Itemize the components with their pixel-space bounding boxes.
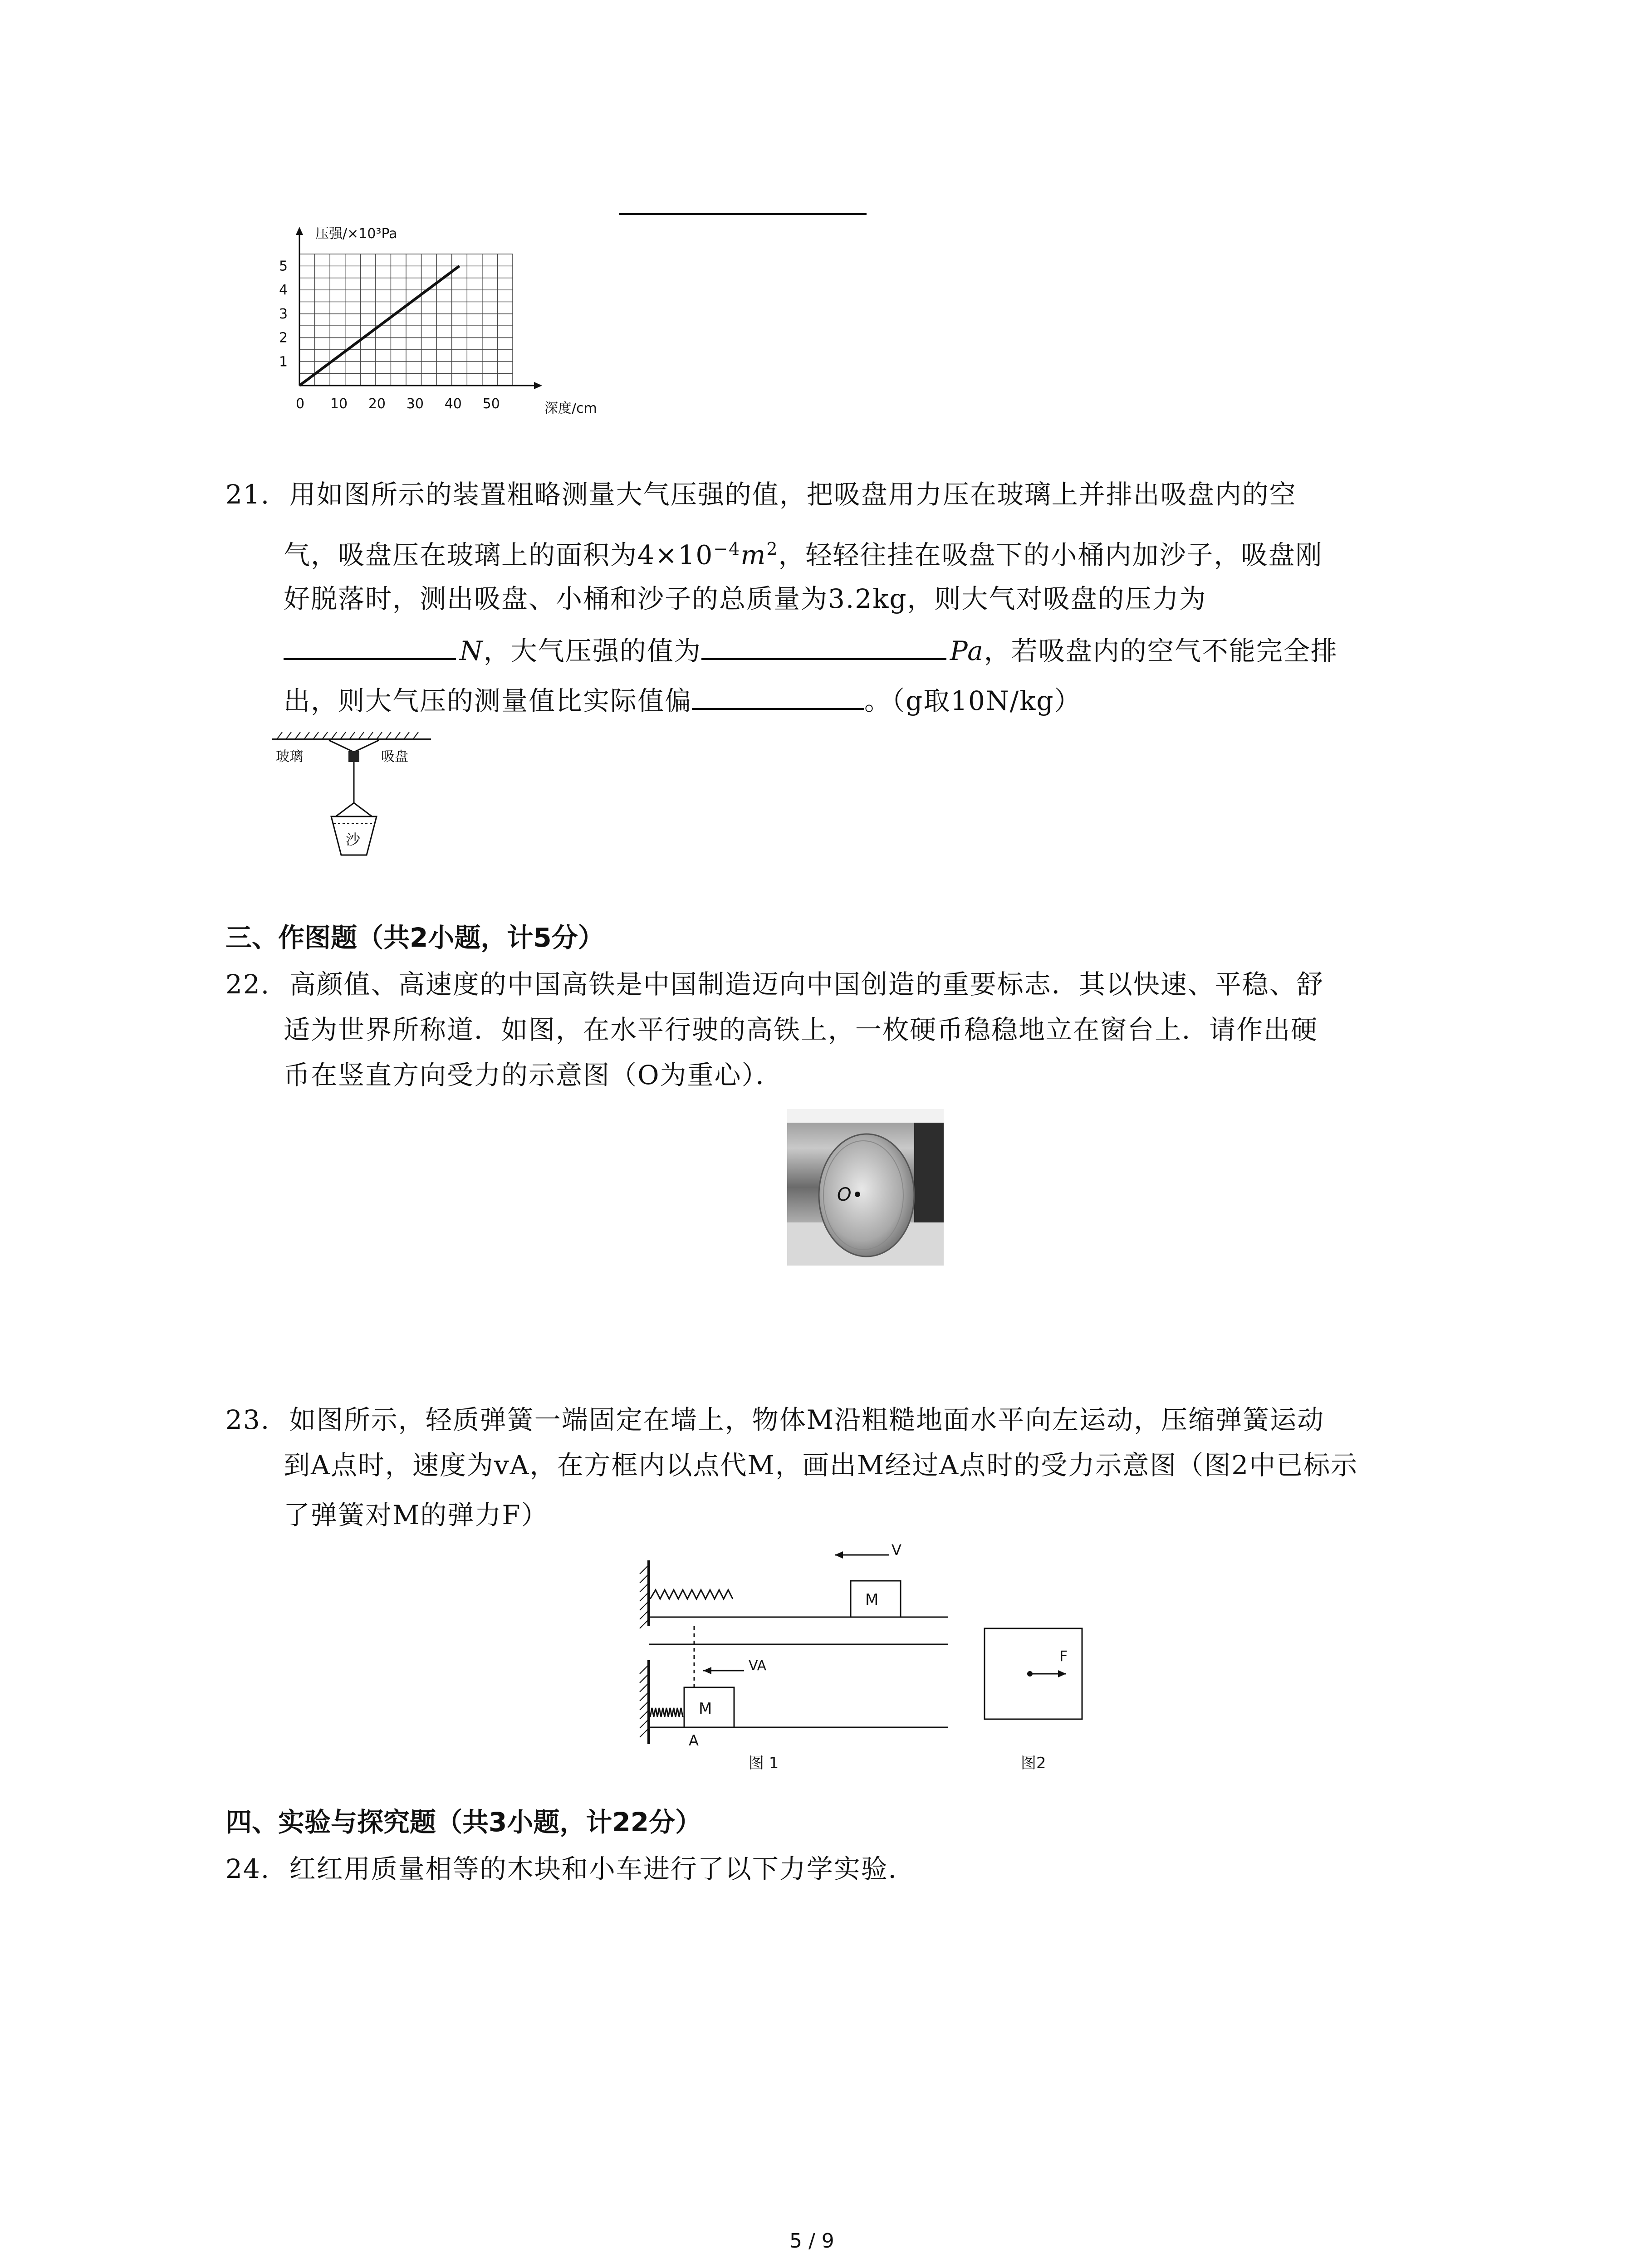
- q21-line-1: [225, 476, 1297, 513]
- q22-line-3: [284, 1057, 783, 1093]
- figure-1-caption: 图 1: [749, 1754, 779, 1772]
- chart-ylabel: 压强/×10³Pa: [315, 226, 397, 242]
- q21-number: 21.: [225, 479, 270, 510]
- pressure-depth-chart: [263, 213, 626, 431]
- coin-photo: [787, 1109, 944, 1266]
- q22-line-1: [225, 966, 1324, 1002]
- x-tick-label: 10: [330, 396, 348, 412]
- q21-answer-blank-force[interactable]: [284, 633, 456, 660]
- chart-axes: [296, 227, 542, 389]
- y-tick-label: 1: [279, 354, 288, 370]
- velocity-va-label: VA: [749, 1658, 767, 1674]
- q23-text-1: 如图所示，轻质弹簧一端固定在墙上，物体M沿粗糙地面水平向左运动，压缩弹簧运动: [289, 1404, 1325, 1435]
- x-tick-label: 20: [368, 396, 386, 412]
- q21-exponent: −4: [713, 539, 741, 559]
- page-number: 5 / 9: [789, 2229, 834, 2253]
- y-tick-label: 2: [279, 330, 288, 346]
- q21-text-5a: 出，则大气压的测量值比实际值偏: [284, 685, 692, 716]
- q22-text-2: 适为世界所称道．如图，在水平行驶的高铁上，一枚硬币稳稳地立在窗台上．请作出硬: [284, 1014, 1318, 1045]
- chart-xlabel: 深度/cm: [544, 401, 597, 416]
- q21-line-5: [284, 683, 1082, 719]
- q21-line-4: [284, 633, 1338, 669]
- q22-text-1: 高颜值、高速度的中国高铁是中国制造迈向中国创造的重要标志．其以快速、平稳、舒: [289, 969, 1324, 1000]
- q21-answer-blank-pressure[interactable]: [701, 633, 946, 660]
- q23-line-3: [284, 1497, 549, 1533]
- spring-figure: [635, 1542, 1112, 1792]
- q23-line-1: [225, 1402, 1324, 1438]
- x-axis-arrow: [534, 382, 542, 389]
- section-3-heading: 三、作图题（共2小题，计5分）: [225, 922, 604, 953]
- y-tick-label: 5: [279, 258, 288, 274]
- y-axis-arrow: [296, 227, 303, 235]
- q21-unit-n: N: [460, 635, 484, 666]
- q21-text-2c: ，轻轻往挂在吸盘下的小桶内加沙子，吸盘刚: [778, 539, 1323, 571]
- chart-grid: [299, 254, 513, 386]
- q21-text-1: 用如图所示的装置粗略测量大气压强的值，把吸盘用力压在玻璃上并排出吸盘内的空: [289, 479, 1297, 510]
- x-tick-label: 50: [482, 396, 500, 412]
- q21-text-5b: 。（g取10N/kg）: [864, 685, 1082, 716]
- x-tick-label: 0: [296, 396, 305, 412]
- block-m-bottom: M: [699, 1700, 712, 1718]
- q22-number: 22.: [225, 969, 270, 1000]
- q24-text-1: 红红用质量相等的木块和小车进行了以下力学实验．: [289, 1853, 916, 1884]
- q21-answer-blank-deviation[interactable]: [692, 683, 864, 710]
- q21-line-2: [284, 531, 1323, 573]
- x-tick-label: 40: [444, 396, 462, 412]
- q21-unit-m: m: [740, 539, 767, 571]
- q21-text-4b: ，大气压强的值为: [483, 635, 701, 666]
- point-a-label: A: [689, 1732, 699, 1749]
- q24-line-1: [225, 1851, 916, 1887]
- q22-text-3: 币在竖直方向受力的示意图（O为重心）．: [284, 1060, 783, 1090]
- answer-blank-top: [619, 213, 867, 215]
- force-f-label: F: [1059, 1647, 1068, 1665]
- suction-cup-figure: [268, 726, 449, 871]
- q23-text-2: 到A点时，速度为vA，在方框内以点代M，画出M经过A点时的受力示意图（图2中已标示: [284, 1450, 1358, 1481]
- q21-text-3: 好脱落时，测出吸盘、小桶和沙子的总质量为3.2kg，则大气对吸盘的压力为: [284, 583, 1207, 614]
- section-4-heading: 四、实验与探究题（共3小题，计22分）: [225, 1807, 702, 1838]
- q21-text-2a: 气，吸盘压在玻璃上的面积为4×10: [284, 539, 714, 571]
- sand-label: 沙: [346, 831, 361, 848]
- q22-line-2: [284, 1012, 1318, 1048]
- coin-center-label: O: [837, 1184, 852, 1205]
- q23-text-3: 了弹簧对M的弹力F）: [284, 1500, 549, 1530]
- figure-2-caption: 图2: [1021, 1754, 1046, 1772]
- y-tick-label: 4: [279, 282, 288, 298]
- glass-label: 玻璃: [276, 749, 303, 765]
- x-tick-label: 30: [406, 396, 424, 412]
- q21-unit-pa: Pa: [950, 635, 984, 666]
- block-m-top: M: [865, 1591, 879, 1609]
- q21-text-4d: ，若吸盘内的空气不能完全排: [984, 635, 1338, 666]
- q23-line-2: [284, 1447, 1358, 1483]
- q21-line-3: [284, 581, 1207, 617]
- q24-number: 24.: [225, 1853, 270, 1884]
- y-tick-label: 3: [279, 306, 288, 322]
- velocity-v-label: V: [892, 1542, 901, 1559]
- chart-yticks: [279, 258, 288, 370]
- q21-exponent-2: 2: [766, 539, 779, 559]
- chart-xticks: [296, 396, 500, 412]
- suction-cup-label: 吸盘: [381, 749, 408, 765]
- q23-number: 23.: [225, 1404, 270, 1435]
